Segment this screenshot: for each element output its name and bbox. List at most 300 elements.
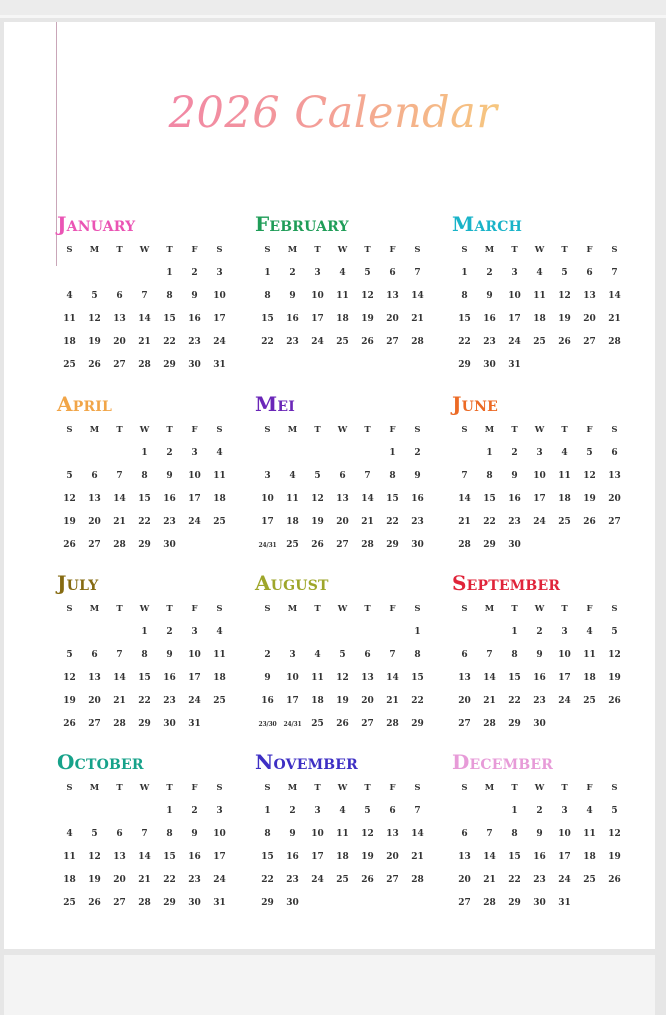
weekday-header: S bbox=[461, 783, 468, 793]
day-cell: 15 bbox=[483, 494, 496, 504]
day-cell: 29 bbox=[163, 360, 176, 370]
weekday-header: T bbox=[116, 425, 123, 435]
empty-day-cell bbox=[452, 800, 477, 823]
day-cell: 4 bbox=[216, 448, 223, 458]
month-name: November bbox=[255, 750, 358, 774]
day-cell: 6 bbox=[116, 829, 123, 839]
page-title: 2026 Calendar bbox=[0, 88, 666, 138]
weekday-header: W bbox=[139, 425, 150, 435]
day-cell: 6 bbox=[461, 829, 468, 839]
day-cell: 31 bbox=[188, 719, 201, 729]
day-cell: 3 bbox=[511, 268, 518, 278]
weekday-header: S bbox=[216, 783, 223, 793]
day-cell: 1 bbox=[264, 268, 271, 278]
day-cell: 15 bbox=[261, 314, 274, 324]
weekday-header: T bbox=[511, 604, 518, 614]
day-cell: 26 bbox=[558, 337, 571, 347]
day-cell: 9 bbox=[264, 673, 271, 683]
day-cell: 24 bbox=[188, 696, 201, 706]
empty-day-cell bbox=[330, 621, 355, 644]
day-cell: 26 bbox=[361, 875, 374, 885]
weekday-header: T bbox=[166, 425, 173, 435]
weekday-header: F bbox=[191, 425, 198, 435]
weekday-header: S bbox=[216, 245, 223, 255]
day-cell: 26 bbox=[583, 517, 596, 527]
day-cell: 18 bbox=[286, 517, 299, 527]
weekday-header: W bbox=[139, 604, 150, 614]
day-cell: 22 bbox=[508, 696, 521, 706]
day-cell: 3 bbox=[314, 268, 321, 278]
weekday-header: T bbox=[511, 425, 518, 435]
day-cell: 21 bbox=[608, 314, 621, 324]
day-cell: 10 bbox=[533, 471, 546, 481]
weekday-header: W bbox=[534, 604, 545, 614]
day-cell: 12 bbox=[558, 291, 571, 301]
day-cell: 18 bbox=[213, 494, 226, 504]
day-cell: 19 bbox=[558, 314, 571, 324]
day-grid bbox=[57, 777, 232, 915]
day-cell: 21 bbox=[138, 337, 151, 347]
day-grid bbox=[255, 777, 430, 915]
day-cell: 25 bbox=[336, 875, 349, 885]
day-cell: 5 bbox=[91, 291, 98, 301]
day-cell: 9 bbox=[536, 829, 543, 839]
day-cell: 30 bbox=[163, 719, 176, 729]
weekday-header: F bbox=[389, 245, 396, 255]
day-cell: 6 bbox=[364, 650, 371, 660]
day-cell: 15 bbox=[138, 673, 151, 683]
day-cell: 5 bbox=[364, 806, 371, 816]
day-cell: 20 bbox=[361, 696, 374, 706]
day-cell: 24 bbox=[508, 337, 521, 347]
day-cell: 3 bbox=[289, 650, 296, 660]
month-name: February bbox=[255, 212, 349, 236]
day-cell: 8 bbox=[141, 471, 148, 481]
day-cell: 1 bbox=[389, 448, 396, 458]
day-cell: 11 bbox=[336, 291, 349, 301]
day-cell: 4 bbox=[289, 471, 296, 481]
day-cell: 18 bbox=[63, 875, 76, 885]
weekday-header: T bbox=[364, 783, 371, 793]
weekday-header: F bbox=[586, 783, 593, 793]
day-cell: 30 bbox=[483, 360, 496, 370]
month-june bbox=[452, 390, 627, 557]
day-cell: 10 bbox=[261, 494, 274, 504]
empty-day-cell bbox=[82, 621, 107, 644]
weekday-header: M bbox=[287, 783, 298, 793]
weekday-header: T bbox=[166, 245, 173, 255]
day-cell: 26 bbox=[608, 875, 621, 885]
day-cell: 2 bbox=[264, 650, 271, 660]
day-cell: 11 bbox=[63, 314, 76, 324]
day-cell: 9 bbox=[166, 650, 173, 660]
empty-day-cell bbox=[380, 621, 405, 644]
weekday-header: W bbox=[534, 425, 545, 435]
day-cell: 19 bbox=[608, 852, 621, 862]
day-cell: 9 bbox=[191, 829, 198, 839]
day-cell: 6 bbox=[91, 650, 98, 660]
day-cell: 25 bbox=[63, 360, 76, 370]
day-cell: 6 bbox=[586, 268, 593, 278]
day-cell: 4 bbox=[561, 448, 568, 458]
day-cell: 18 bbox=[336, 852, 349, 862]
day-cell: 2 bbox=[191, 268, 198, 278]
day-cell: 5 bbox=[314, 471, 321, 481]
previous-page-edge bbox=[0, 0, 666, 18]
day-cell: 9 bbox=[191, 291, 198, 301]
weekday-header: S bbox=[611, 604, 618, 614]
day-cell: 18 bbox=[583, 852, 596, 862]
day-cell: 15 bbox=[508, 673, 521, 683]
day-cell: 14 bbox=[483, 852, 496, 862]
day-grid bbox=[452, 777, 627, 915]
day-cell: 19 bbox=[63, 517, 76, 527]
day-cell: 4 bbox=[66, 291, 73, 301]
day-cell: 10 bbox=[558, 829, 571, 839]
day-cell: 14 bbox=[361, 494, 374, 504]
weekday-header: S bbox=[66, 245, 73, 255]
weekday-header: T bbox=[364, 604, 371, 614]
month-april bbox=[57, 390, 232, 557]
day-cell: 22 bbox=[386, 517, 399, 527]
day-cell: 21 bbox=[386, 696, 399, 706]
day-cell: 18 bbox=[533, 314, 546, 324]
month-name: April bbox=[57, 392, 113, 416]
day-cell: 3 bbox=[561, 806, 568, 816]
weekday-header: T bbox=[314, 783, 321, 793]
month-november bbox=[255, 748, 430, 915]
day-cell: 12 bbox=[361, 829, 374, 839]
day-cell: 14 bbox=[113, 494, 126, 504]
day-cell: 16 bbox=[411, 494, 424, 504]
day-cell: 9 bbox=[166, 471, 173, 481]
day-cell: 15 bbox=[261, 852, 274, 862]
weekday-header: T bbox=[561, 425, 568, 435]
weekday-header: T bbox=[561, 604, 568, 614]
weekday-header: T bbox=[511, 783, 518, 793]
day-cell: 6 bbox=[389, 268, 396, 278]
weekday-header: T bbox=[314, 604, 321, 614]
day-cell: 17 bbox=[508, 314, 521, 324]
day-cell: 10 bbox=[286, 673, 299, 683]
empty-day-cell bbox=[57, 262, 82, 285]
day-cell: 27 bbox=[583, 337, 596, 347]
empty-day-cell bbox=[107, 621, 132, 644]
day-cell: 10 bbox=[213, 829, 226, 839]
month-january bbox=[57, 210, 232, 377]
day-cell: 21 bbox=[361, 517, 374, 527]
day-cell: 8 bbox=[414, 650, 421, 660]
day-cell: 23 bbox=[188, 875, 201, 885]
day-cell: 3 bbox=[264, 471, 271, 481]
empty-day-cell bbox=[57, 621, 82, 644]
empty-day-cell bbox=[107, 442, 132, 465]
day-cell: 12 bbox=[583, 471, 596, 481]
day-cell: 1 bbox=[264, 806, 271, 816]
month-name: September bbox=[452, 571, 561, 595]
day-cell: 21 bbox=[113, 696, 126, 706]
day-cell: 30 bbox=[508, 540, 521, 550]
day-cell: 26 bbox=[88, 898, 101, 908]
weekday-header: S bbox=[66, 425, 73, 435]
day-cell: 24 bbox=[213, 875, 226, 885]
day-cell: 21 bbox=[458, 517, 471, 527]
day-cell: 31 bbox=[558, 898, 571, 908]
day-cell: 14 bbox=[138, 314, 151, 324]
weekday-header: T bbox=[561, 245, 568, 255]
weekday-header: T bbox=[116, 604, 123, 614]
day-cell: 19 bbox=[583, 494, 596, 504]
empty-day-cell bbox=[132, 262, 157, 285]
day-cell: 11 bbox=[583, 650, 596, 660]
day-cell: 19 bbox=[361, 314, 374, 324]
day-cell: 17 bbox=[188, 494, 201, 504]
day-cell: 7 bbox=[486, 829, 493, 839]
weekday-header: S bbox=[611, 245, 618, 255]
day-cell: 9 bbox=[536, 650, 543, 660]
day-cell: 13 bbox=[583, 291, 596, 301]
day-cell: 17 bbox=[261, 517, 274, 527]
day-cell: 27 bbox=[113, 898, 126, 908]
day-cell: 3 bbox=[216, 268, 223, 278]
day-cell: 1 bbox=[141, 448, 148, 458]
day-cell: 7 bbox=[364, 471, 371, 481]
day-cell: 28 bbox=[608, 337, 621, 347]
weekday-header: W bbox=[337, 604, 348, 614]
day-cell: 8 bbox=[461, 291, 468, 301]
day-cell: 8 bbox=[486, 471, 493, 481]
day-cell: 2 bbox=[486, 268, 493, 278]
day-grid bbox=[57, 419, 232, 557]
weekday-header: M bbox=[484, 245, 495, 255]
day-cell: 8 bbox=[389, 471, 396, 481]
day-cell: 26 bbox=[88, 360, 101, 370]
day-cell: 24/31 bbox=[283, 721, 302, 728]
weekday-header: W bbox=[337, 425, 348, 435]
weekday-header: T bbox=[166, 604, 173, 614]
day-cell: 3 bbox=[216, 806, 223, 816]
day-cell: 22 bbox=[138, 696, 151, 706]
day-cell: 2 bbox=[166, 448, 173, 458]
weekday-header: F bbox=[586, 245, 593, 255]
day-cell: 4 bbox=[536, 268, 543, 278]
month-october bbox=[57, 748, 232, 915]
day-cell: 5 bbox=[611, 627, 618, 637]
day-cell: 13 bbox=[88, 673, 101, 683]
day-cell: 17 bbox=[558, 673, 571, 683]
day-cell: 30 bbox=[533, 719, 546, 729]
day-cell: 14 bbox=[483, 673, 496, 683]
day-cell: 9 bbox=[511, 471, 518, 481]
day-cell: 24 bbox=[533, 517, 546, 527]
day-cell: 3 bbox=[191, 627, 198, 637]
month-march bbox=[452, 210, 627, 377]
day-cell: 18 bbox=[558, 494, 571, 504]
day-cell: 3 bbox=[191, 448, 198, 458]
day-cell: 10 bbox=[311, 291, 324, 301]
day-cell: 5 bbox=[364, 268, 371, 278]
day-cell: 25 bbox=[213, 696, 226, 706]
day-cell: 14 bbox=[113, 673, 126, 683]
next-page-edge bbox=[4, 955, 655, 1015]
day-cell: 19 bbox=[608, 673, 621, 683]
day-cell: 5 bbox=[339, 650, 346, 660]
empty-day-cell bbox=[107, 262, 132, 285]
day-cell: 9 bbox=[289, 291, 296, 301]
day-cell: 7 bbox=[611, 268, 618, 278]
day-cell: 31 bbox=[213, 898, 226, 908]
month-august bbox=[255, 569, 430, 736]
empty-day-cell bbox=[305, 621, 330, 644]
empty-day-cell bbox=[355, 442, 380, 465]
month-name: October bbox=[57, 750, 144, 774]
weekday-header: W bbox=[534, 245, 545, 255]
day-cell: 28 bbox=[411, 337, 424, 347]
day-cell: 28 bbox=[386, 719, 399, 729]
day-cell: 9 bbox=[414, 471, 421, 481]
day-cell: 14 bbox=[608, 291, 621, 301]
day-cell: 24 bbox=[311, 875, 324, 885]
day-cell: 16 bbox=[188, 852, 201, 862]
day-cell: 31 bbox=[213, 360, 226, 370]
day-cell: 1 bbox=[511, 627, 518, 637]
day-grid bbox=[255, 419, 430, 557]
day-cell: 13 bbox=[113, 314, 126, 324]
day-cell: 1 bbox=[414, 627, 421, 637]
day-cell: 17 bbox=[188, 673, 201, 683]
day-cell: 14 bbox=[386, 673, 399, 683]
day-cell: 23 bbox=[163, 517, 176, 527]
month-february bbox=[255, 210, 430, 354]
weekday-header: T bbox=[314, 425, 321, 435]
weekday-header: W bbox=[337, 245, 348, 255]
day-cell: 29 bbox=[411, 719, 424, 729]
day-cell: 25 bbox=[311, 719, 324, 729]
weekday-header: F bbox=[586, 425, 593, 435]
day-cell: 28 bbox=[483, 719, 496, 729]
day-cell: 17 bbox=[213, 314, 226, 324]
day-cell: 11 bbox=[63, 852, 76, 862]
day-cell: 29 bbox=[163, 898, 176, 908]
day-cell: 4 bbox=[314, 650, 321, 660]
day-cell: 15 bbox=[386, 494, 399, 504]
day-cell: 25 bbox=[533, 337, 546, 347]
day-cell: 10 bbox=[558, 650, 571, 660]
day-cell: 6 bbox=[389, 806, 396, 816]
weekday-header: M bbox=[89, 425, 100, 435]
day-cell: 16 bbox=[163, 494, 176, 504]
weekday-header: S bbox=[414, 604, 421, 614]
day-grid bbox=[57, 239, 232, 377]
day-cell: 30 bbox=[286, 898, 299, 908]
weekday-header: F bbox=[191, 783, 198, 793]
weekday-header: S bbox=[66, 783, 73, 793]
day-cell: 2 bbox=[511, 448, 518, 458]
day-cell: 14 bbox=[138, 852, 151, 862]
day-cell: 21 bbox=[411, 314, 424, 324]
day-cell: 20 bbox=[458, 696, 471, 706]
day-cell: 8 bbox=[166, 829, 173, 839]
day-cell: 23 bbox=[483, 337, 496, 347]
day-cell: 29 bbox=[386, 540, 399, 550]
day-cell: 22 bbox=[163, 337, 176, 347]
empty-day-cell bbox=[57, 800, 82, 823]
day-cell: 22 bbox=[261, 337, 274, 347]
weekday-header: S bbox=[461, 245, 468, 255]
day-cell: 23/30 bbox=[258, 721, 277, 728]
day-cell: 12 bbox=[63, 673, 76, 683]
day-cell: 21 bbox=[411, 852, 424, 862]
day-cell: 12 bbox=[336, 673, 349, 683]
month-name: August bbox=[255, 571, 329, 595]
empty-day-cell bbox=[132, 800, 157, 823]
day-cell: 19 bbox=[361, 852, 374, 862]
day-cell: 4 bbox=[66, 829, 73, 839]
day-cell: 27 bbox=[386, 875, 399, 885]
weekday-header: M bbox=[484, 783, 495, 793]
day-cell: 22 bbox=[138, 517, 151, 527]
weekday-header: S bbox=[461, 604, 468, 614]
month-name: March bbox=[452, 212, 523, 236]
day-cell: 1 bbox=[511, 806, 518, 816]
day-cell: 15 bbox=[458, 314, 471, 324]
day-cell: 23 bbox=[163, 696, 176, 706]
weekday-header: T bbox=[314, 245, 321, 255]
day-cell: 19 bbox=[88, 875, 101, 885]
day-cell: 20 bbox=[113, 337, 126, 347]
day-cell: 16 bbox=[533, 673, 546, 683]
day-cell: 3 bbox=[561, 627, 568, 637]
empty-day-cell bbox=[330, 442, 355, 465]
day-cell: 26 bbox=[608, 696, 621, 706]
day-cell: 17 bbox=[558, 852, 571, 862]
month-december bbox=[452, 748, 627, 915]
day-cell: 16 bbox=[533, 852, 546, 862]
day-cell: 1 bbox=[461, 268, 468, 278]
day-cell: 5 bbox=[586, 448, 593, 458]
day-cell: 1 bbox=[486, 448, 493, 458]
day-cell: 20 bbox=[386, 852, 399, 862]
day-cell: 3 bbox=[536, 448, 543, 458]
day-cell: 25 bbox=[213, 517, 226, 527]
day-cell: 9 bbox=[486, 291, 493, 301]
day-cell: 30 bbox=[188, 898, 201, 908]
weekday-header: S bbox=[461, 425, 468, 435]
day-cell: 23 bbox=[188, 337, 201, 347]
day-cell: 30 bbox=[411, 540, 424, 550]
day-cell: 21 bbox=[138, 875, 151, 885]
day-cell: 4 bbox=[339, 268, 346, 278]
day-cell: 12 bbox=[608, 650, 621, 660]
day-cell: 7 bbox=[414, 268, 421, 278]
day-cell: 17 bbox=[311, 314, 324, 324]
weekday-header: M bbox=[89, 783, 100, 793]
day-cell: 28 bbox=[361, 540, 374, 550]
day-cell: 27 bbox=[336, 540, 349, 550]
day-cell: 7 bbox=[141, 291, 148, 301]
day-grid bbox=[452, 239, 627, 377]
weekday-header: M bbox=[89, 245, 100, 255]
day-cell: 13 bbox=[386, 291, 399, 301]
day-cell: 8 bbox=[166, 291, 173, 301]
day-cell: 15 bbox=[508, 852, 521, 862]
weekday-header: S bbox=[264, 425, 271, 435]
weekday-header: F bbox=[191, 245, 198, 255]
empty-day-cell bbox=[280, 621, 305, 644]
day-cell: 26 bbox=[63, 540, 76, 550]
day-cell: 15 bbox=[163, 314, 176, 324]
day-cell: 24/31 bbox=[258, 542, 277, 549]
